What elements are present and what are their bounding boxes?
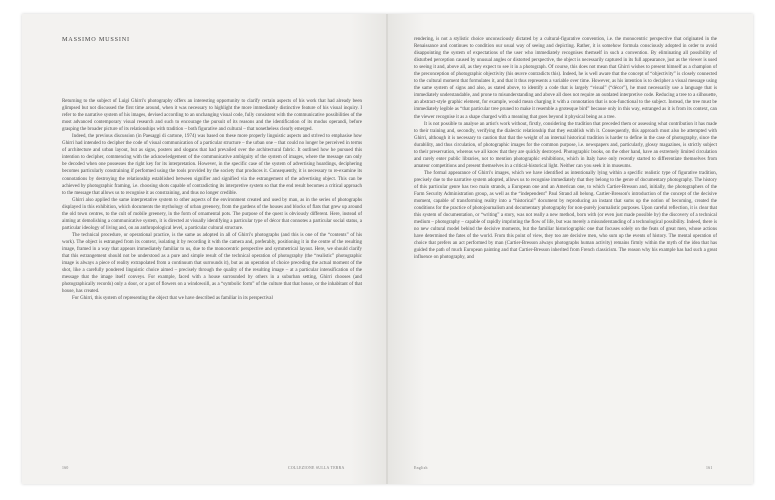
- paragraph: Returning to the subject of Luigi Ghirri's photography offers an interesting opportunity to clarify certain aspects of his work that had already been glimpsed but not discussed the first time around, when it was necessary to highlight the more immediately distinctive feature of his visual inquiry. I refer to the narrative system of his images, devised according to an unchanging visual code, fully consistent with the communicative possibilities of the most advanced contemporary visual research and such to encourage the pursuit of its reasons and the identification of its modus operandi, before grasping the broader picture of its relationships with tradition – both figurative and cultural – that nonetheless clearly emerged.: [62, 99, 362, 133]
- paragraph: Ghirri also applied the same interpretative system to other aspects of the environment created and used by man, as in the series of photographs displayed in this exhibition, which documents the mythology of urban greenery, from the gardens of the houses and blocks of flats that grew up around the old town centres, to the cult of mobile greenery, in the form of ornamental pots. The purpose of the quest is obviously different. Here, instead of aiming at demolishing a communicative system, it is directed at visually identifying a particular type of décor that connotes a particular social status, a particular ideology of living and, on an anthropological level, a particular cultural structure.: [62, 197, 362, 231]
- paragraph: The formal appearance of Ghirri's images, which we have identified as intentionally lying within a specific realistic type of figurative tradition, precisely due to the narrative system adopted, allows us to recognise immediately that they belong to the genre of documentary photography. The history of this particular genre has two main strands, a European one and an American one, to which Cartier-Bresson and, initially, the photographers of the Farm Security Administration group, as well as the “independent” Paul Strand all belong. Cartier-Bresson's introduction of the concept of the decisive moment, capable of transforming reality into a “historical” document by reproducing an instant that sums up the notion of becoming, created the conditions for the practice of photojournalism and documentary photography for non-purely journalistic purposes. Upon careful reflection, it is clear that this system of documentation, or “writing” a story, was not really a new method, born with (or even just made possible by) the discovery of a technical medium – photography – capable of rapidly imprinting the flow of life, but was merely a misunderstanding of a technological possibility. Indeed, there is no new cultural model behind the decisive moments, but the familiar historiographic one that focuses solely on the feats of great men, whose actions have determined the fates of the world. From this point of view, they too are decisive men, who sum up the events of history. The mental operation of choice that prefers an act performed by man (Cartier-Bresson always photographs human activity) remains firmly within the myth of the idea that has guided the path of much European painting and that Cartier-Bresson inherited from French classicism. The reason why his example has had such a great influence on photography, and: [414, 170, 717, 261]
- paragraph: The technical procedure, or operational practice, is the same as adopted in all of Ghirri's photographs (and this is one of the “contents” of his work). The object is estranged from its context, isolating it by recording it with the camera and, preferably, positioning it in the centre of the resulting image, framed in a way that appears immediately familiar to us, due to the monocentric perspective and symmetrical layout. Here, we should clarify that this estrangement should not be understood as a pure and simple result of the technical operation of photography (the “realistic” photographic image is always a piece of reality extrapolated from a continuum that surrounds it), but as an operation of choice preceding the actual moment of the shot, like a carefully pondered linguistic choice aimed – precisely through the quality of the resulting image – at a particular intensification of the message that the image itself conveys. For example, faced with a house surrounded by others in a suburban setting, Ghirri chooses (and photographically records) only a door, or a pot of flowers on a windowsill, as a “symbolic form” of the culture that that house, or the inhabitant of that house, has created.: [62, 232, 362, 295]
- running-head: MASSIMO MUSSINI: [62, 36, 130, 43]
- left-page: [22, 14, 387, 484]
- right-text-block: [414, 36, 717, 262]
- folio-left: 160: [62, 466, 69, 470]
- paragraph: rendering, is not a stylistic choice unconsciously dictated by a cultural-figurative convention, i.e. the monocentric perspective that originated in the Renaissance and continues to condition our usual way of seeing and depicting. Rather, it is somehow formula consciously adopted in order to avoid disappointing the system of expectations of the user who immediately recognises themself in such a convention. By eliminating all possibility of disturbed perception caused by unusual angles or distorted perspective, the object is necessarily captured in its full appearance, just as the viewer is used to seeing it and, above all, as they expect to see it in a photograph. Of course, this does not mean that Ghirri wishes to present himself as a champion of the preconception of photographic objectivity (his œuvre contradicts this). Indeed, he is well aware that the concept of “objectivity” is closely connected to the cultural moment that formulates it, and that it thus represents a variable over time. However, as his intention is to decipher a visual message using the same system of signs and also, as stated above, to identify a code that is largely “visual” (“décor”), he must necessarily use a language that is immediately understandable, and prone to misunderstanding and above all does not require an outdated interpretive code. Reducing a tree to a silhouette, an abstract-style graphic element, for example, would mean charging it with a connotation that is non-functional to the subject. Instead, the tree must be immediately legible as “that particular tree pruned to make it resemble a grotesque bird” because only in this way, estranged as it is from its context, can the viewer recognise it as a shape charged with a meaning that goes beyond it physical being as a tree.: [414, 37, 717, 120]
- paragraph: For Ghirri, this system of representing the object that we have described as familiar in its perspectival: [72, 296, 273, 302]
- paragraph: It is not possible to analyse an artist's work without, firstly, considering the tradition that preceded them or assessing what contribution it has made to their training and, secondly, verifying the dialectic relationship that they establish with it. Consequently, this approach must also be attempted with Ghirri, although it is necessary to caution that that the weight of an internal historical tradition is harder to define in the case of photography, since the durability, and thus circulation, of photographic images for the common purpose, i.e. newspapers and, particularly, glossy magazines, is strictly subject to their preservation, whereas we all know that they are quickly destroyed. Photographic books, on the other hand, have an extremely limited circulation and rarely enter public libraries, not to mention photographic exhibitions, which in Italy have only recently started to differentiate themselves from amateur competitions and present themselves in a critical-historical light. Neither can you seek it in museums.: [414, 121, 717, 169]
- paragraph: Indeed, the previous discussion (in Paesaggi di cartone, 1974) was based on these more properly linguistic aspects and strived to emphasise how Ghirri had intended to decipher the code of visual communication of a particular structure – the urban one – that could no longer be perceived in terms of architecture and urban layout, but as signs, posters and slogans that had prevailed over the architectural fabric. It outlined how he pursued this intention to decipher, commencing with the acknowledgement of the communicative ambiguity of the system of images, where the message can only be decoded when one possesses the right key for its interpretation. However, in the specific case of the system of advertising hoardings, deciphering becomes particularly constraining if performed using the tools provided by the society that produces it. Consequently, it is necessary to re-examine its connotations by destroying the relationship established between signifier and signified via the estrangement of the advertising object. This can be achieved by photographic framing, i.e. choosing shots capable of contradicting its interpretive system so that the end result becomes a critical approach to the message that allows us to recognise it as constraining, and thus no longer credible.: [62, 134, 362, 196]
- footer-language: English: [414, 466, 428, 470]
- book-spread: [22, 14, 753, 484]
- right-page: [388, 14, 753, 484]
- footer-title: COLLEZIONE SULLA TERRA: [288, 466, 345, 470]
- left-text-block: [62, 98, 362, 302]
- folio-right: 161: [706, 466, 713, 470]
